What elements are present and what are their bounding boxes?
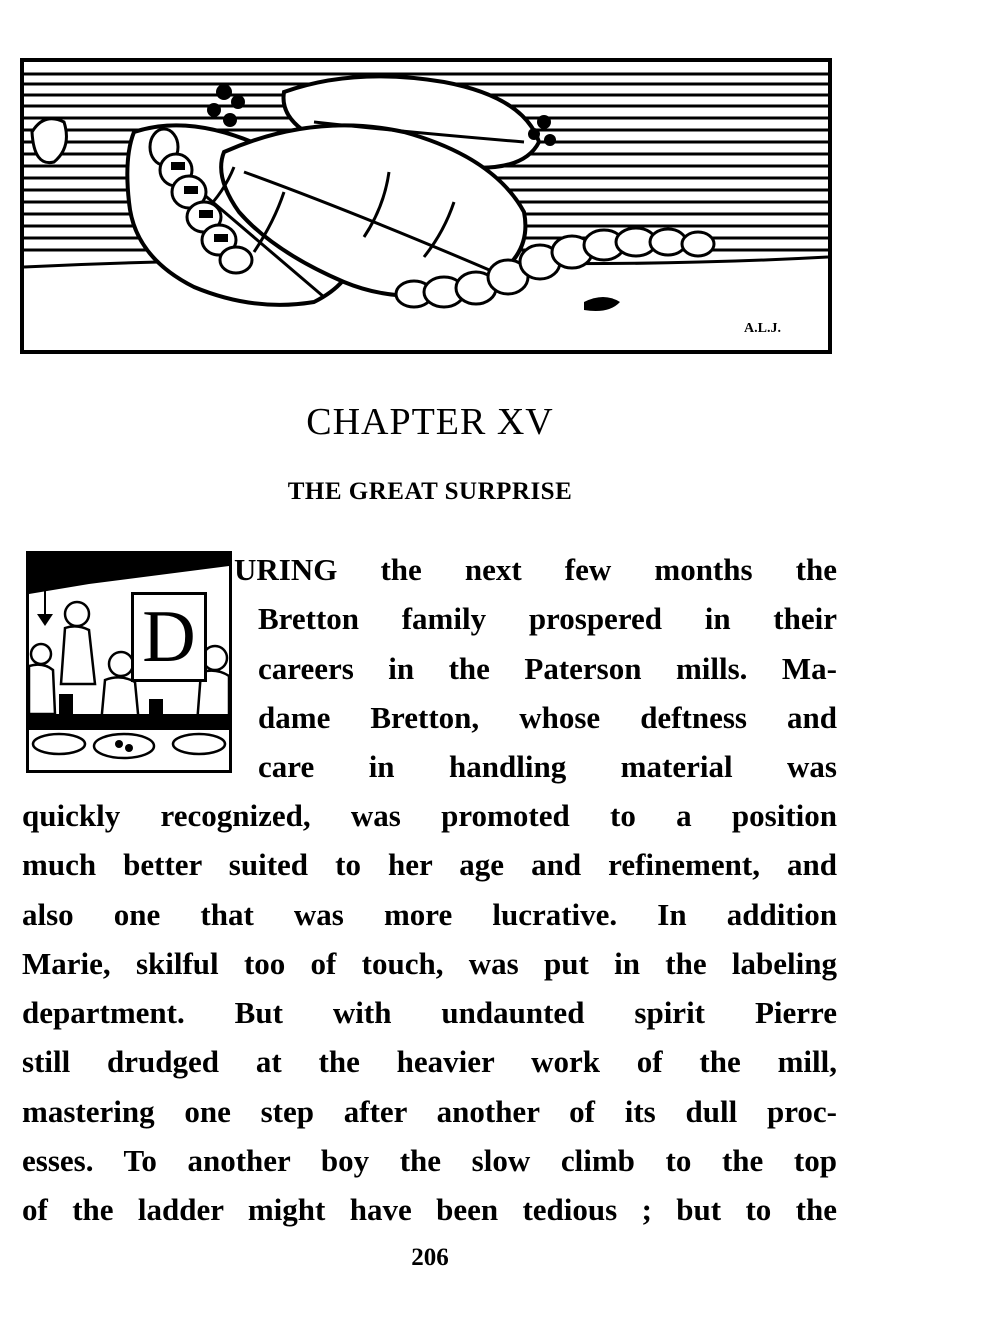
chapter-subtitle: THE GREAT SURPRISE <box>287 478 573 505</box>
paragraph-line: still drudged at the heavier work of the mill, <box>22 1044 837 1080</box>
paragraph-line: care in handling material was <box>258 749 837 785</box>
paragraph-line: much better suited to her age and refinement, and <box>22 847 837 883</box>
paragraph-line: Marie, skilful too of touch, was put in the labeling <box>22 945 837 981</box>
paragraph-line: careers in the Paterson mills. Ma- <box>258 650 837 686</box>
dropcap-illustration <box>26 551 232 773</box>
paragraph-line: quickly recognized, was promoted to a position <box>22 798 837 833</box>
dropcap-letter-frame <box>131 592 207 682</box>
paragraph-line: esses. To another boy the slow climb to the top <box>22 1143 837 1179</box>
svg-text:A.L.J.: A.L.J. <box>744 321 781 336</box>
paragraph-line: URING the next few months the <box>234 552 837 587</box>
paragraph-line: Bretton family prospered in their <box>258 601 837 637</box>
paragraph-line: also one that was more lucrative. In addition <box>22 896 837 932</box>
paragraph-line: mastering one step after another of its dull proc- <box>22 1093 837 1129</box>
paragraph-line: department. But with undaunted spirit Pierre <box>22 995 837 1031</box>
dropcap-letter: D <box>142 596 196 678</box>
headpiece-illustration <box>20 58 832 354</box>
paragraph-body <box>22 791 837 1235</box>
page-number: 206 <box>411 1244 449 1271</box>
paragraph-dropcap-lines <box>234 545 837 791</box>
silkworm-leaf-icon <box>24 62 828 350</box>
chapter-title: CHAPTER XV <box>306 401 554 443</box>
paragraph-line: dame Bretton, whose deftness and <box>258 699 837 735</box>
paragraph-line: of the ladder might have been tedious ; but to the <box>22 1192 837 1228</box>
